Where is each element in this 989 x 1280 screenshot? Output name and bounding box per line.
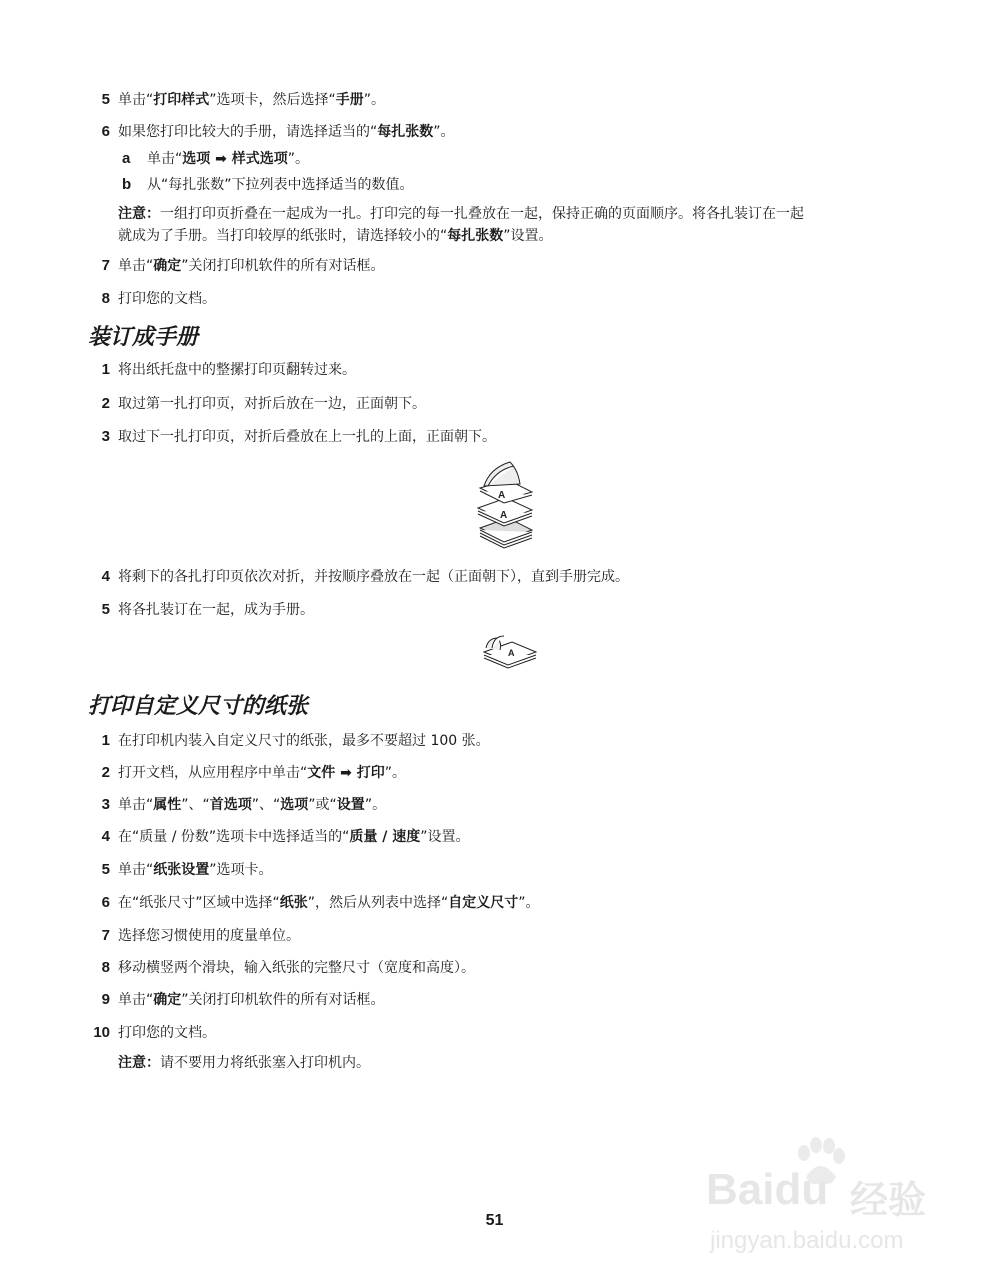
note-no-force: 注意：请不要用力将纸张塞入打印机内。 (118, 1055, 370, 1071)
section-heading-custom-size: 打印自定义尺寸的纸张 (88, 694, 309, 719)
note-bundles: 注意：一组打印页折叠在一起成为一扎。打印完的每一扎叠放在一起，保持正确的页面顺序。将各扎装订在一起 就成为了手册。当打印较厚的纸张时，请选择较小的“每扎张数”设置。 (118, 206, 804, 244)
illus-letter-a: A (498, 490, 506, 501)
svg-text:A: A (500, 510, 508, 521)
illus2-letter: A (508, 648, 515, 658)
page-number: 51 (485, 1212, 504, 1229)
stapled-booklet-illustration (478, 632, 540, 672)
folded-stacks-illustration (470, 458, 540, 550)
section-heading-binding: 装订成手册 (88, 325, 199, 350)
baidu-watermark: Baidu 经验 jingyan.baidu.com (700, 1135, 960, 1265)
document-page: 5 单击“打印样式”选项卡，然后选择“手册”。 6 如果您打印比较大的手册，请选择适当的“每扎张数”。 a 单击“选项 ➡ 样式选项”。 b 从“每扎张数”下拉列表中选择适当的数值。 注意：一组打印页折叠在一起成为一扎。打印完的每一扎叠放在一起，保持正确的页面顺序。将各扎装订在一起 就成为了手册。当打印较厚的纸张时，请选择较小的“每扎张数”设置。 7 单击“确定”关闭打印机软件的所有对话框。 8 打印您的文档。 装订成手册 1 将出纸托盘中的整摞打印页翻转过来。 2 取过第一扎打印页，对折后放在一边，正面朝下。 3 取过下一扎打印页，对折后叠放在上一扎的上面，正面朝下。 A A 4 将剩下的各扎打印页依次对折，并按顺序叠放在一起（正面朝下），直到手册完成。 5 将各扎装订在一起，成为手册。 A 打印自定义尺寸的纸张 1 在打印机内装入自定义尺寸的纸张，最多不要超过 100 张。 2 打开文档，从应用程序中单击“文件 ➡ 打印”。 3 单击“属性”、“首选项”、“选项”或“设置”。 4 在“质量 / 份数”选项卡中选择适当的“质量 / 速度”设置。 5 单击“纸张设置”选项卡。 6 在“纸张尺寸”区域中选择“纸张”，然后从列表中选择“自定义尺寸”。 7 选择您习惯使用的度量单位。 8 移动横竖两个滑块，输入纸张的完整尺寸（宽度和高度）。 9 单击“确定”关闭打印机软件的所有对话框。 10 打印您的文档。 注意：请不要用力将纸张塞入打印机内。 Baidu 经验 jingyan.baidu.com 51 (0, 0, 989, 1280)
